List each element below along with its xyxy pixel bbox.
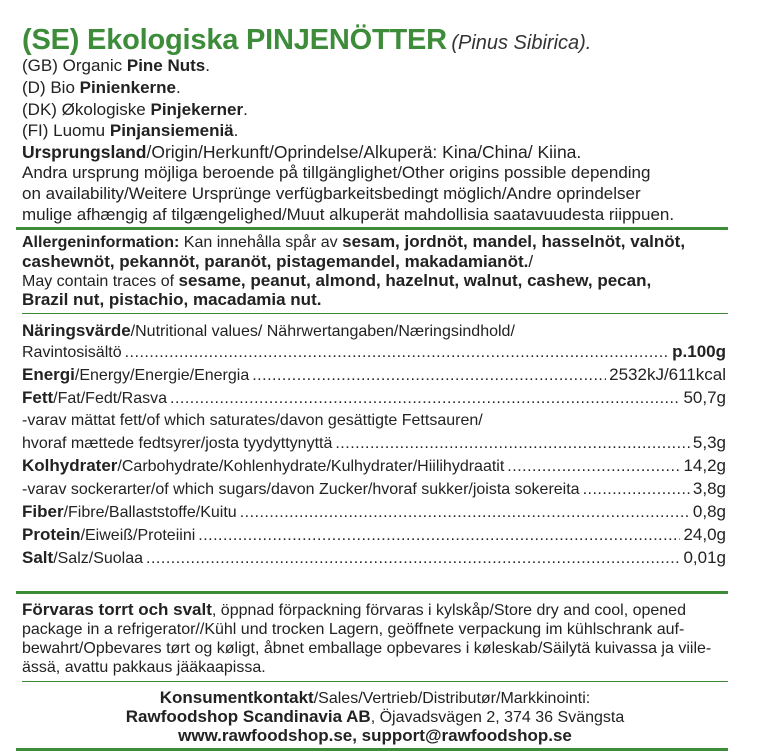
nutrient-label: Fiber/Fibre/Ballaststoffe/Kuitu [22, 502, 237, 521]
allergen-se-2: cashewnöt, pekannöt, paranöt, pistagemandel, makadamianöt./ [22, 252, 534, 271]
allergen-se-1: Allergeninformation: Kan innehålla spår av sesam, jordnöt, mandel, hasselnöt, valnöt, [22, 232, 686, 251]
nutrient-label: Protein/Eiweiß/Proteiini [22, 525, 196, 544]
nutrition-row [22, 525, 726, 546]
leader-dots [335, 434, 690, 454]
leader-dots [170, 389, 680, 409]
translation-gb: (GB) Organic Pine Nuts. [22, 56, 210, 75]
nutrition-row [22, 502, 726, 523]
nutrient-label: Kolhydrater/Carbohydrate/Kohlenhydrate/Kulhydrater/Hiilihydraatit [22, 456, 505, 475]
divider [16, 748, 728, 751]
nutrient-value: 0,01g [683, 548, 726, 567]
leader-dots [507, 457, 680, 477]
origin-line: Ursprungsland/Origin/Herkunft/Oprindelse/Alkuperä: Kina/China/ Kiina. [22, 142, 582, 162]
contact-label: Konsumentkontakt/Sales/Vertrieb/Distributør/Markkinointi: [159, 688, 591, 707]
nutrition-row [22, 388, 726, 409]
latin-name: (Pinus Sibirica). [451, 32, 592, 54]
storage-line-4: ässä, avattu pakkaus jääkaapissa. [22, 659, 266, 676]
translation-fi: (FI) Luomu Pinjansiemeniä. [22, 121, 239, 140]
nutrient-value: p.100g [672, 342, 726, 361]
contact-company: Rawfoodshop Scandinavia AB, Öjavadsvägen 2, 374 36 Svängsta [125, 707, 625, 726]
nutrition-row [22, 548, 726, 569]
storage-line-2: package in a refrigerator//Kühl und trocken Lagern, geöffnete verpackung im kühlschrank auf- [22, 621, 685, 638]
nutrition-row [22, 365, 726, 386]
nutrition-row [22, 456, 726, 477]
nutrition-header: Näringsvärde/Nutritional values/ Nährwertangaben/Næringsindhold/ [22, 321, 515, 340]
nutrition-row [22, 342, 726, 363]
leader-dots [146, 549, 680, 569]
product-title [22, 24, 591, 57]
nutrient-value: 24,0g [683, 525, 726, 544]
leader-dots [125, 343, 670, 363]
nutrient-value: 0,8g [692, 502, 726, 521]
translation-de: (D) Bio Pinienkerne. [22, 78, 181, 97]
nutrient-value: 14,2g [683, 456, 726, 475]
nutrient-label: Ravintosisältö [22, 344, 122, 361]
nutrient-label: -varav sockerarter/of which sugars/davon Zucker/hvoraf sukker/joista sokereita [22, 481, 580, 498]
nutrient-label: -varav mättat fett/of which saturates/davon gesättigte Fettsauren/ [22, 412, 483, 429]
leader-dots [252, 366, 606, 386]
nutrient-value: 3,8g [692, 479, 726, 498]
nutrition-row [22, 479, 726, 500]
nutrient-value: 50,7g [683, 388, 726, 407]
translation-dk: (DK) Økologiske Pinjekerner. [22, 100, 248, 119]
nutrient-label: hvoraf mættede fedtsyrer/josta tyydyttynyttä [22, 435, 333, 452]
divider [22, 681, 728, 682]
leader-dots [240, 503, 690, 523]
divider [22, 313, 728, 314]
nutrient-label: Fett/Fat/Fedt/Rasva [22, 388, 167, 407]
leader-dots [198, 526, 680, 546]
nutrient-value: 2532kJ/611kcal [609, 365, 726, 384]
divider [16, 227, 728, 230]
leader-dots [583, 480, 690, 500]
allergen-en-1: May contain traces of sesame, peanut, almond, hazelnut, walnut, cashew, pecan, [22, 271, 652, 290]
nutrient-label: Energi/Energy/Energie/Energia [22, 365, 250, 384]
nutrient-label: Salt/Salz/Suolaa [22, 548, 144, 567]
origin-note-2: on availability/Weitere Ursprünge verfügbarkeitsbedingt möglich/Andre oprindelser [22, 184, 641, 203]
nutrition-row [22, 411, 726, 431]
storage-line-3: bewahrt/Opbevares tørt og køligt, åbnet emballage opbevares i køleskab/Säilytä kuivassa ja viile- [22, 640, 712, 657]
contact-web: www.rawfoodshop.se, support@rawfoodshop.se [178, 726, 572, 745]
storage-line-1: Förvaras torrt och svalt, öppnad förpackning förvaras i kylskåp/Store dry and cool, opened [22, 600, 686, 619]
origin-note-3: mulige afhængig af tilgængelighed/Muut alkuperät mahdollisia saatavuudesta riippuen. [22, 205, 675, 224]
allergen-en-2: Brazil nut, pistachio, macadamia nut. [22, 290, 322, 309]
origin-note-1: Andra ursprung möjliga beroende på tillgänglighet/Other origins possible depending [22, 163, 651, 182]
product-name: (SE) Ekologiska PINJENÖTTER [22, 24, 447, 56]
nutrition-row [22, 433, 726, 454]
divider [16, 591, 728, 594]
nutrient-value: 5,3g [692, 433, 726, 452]
